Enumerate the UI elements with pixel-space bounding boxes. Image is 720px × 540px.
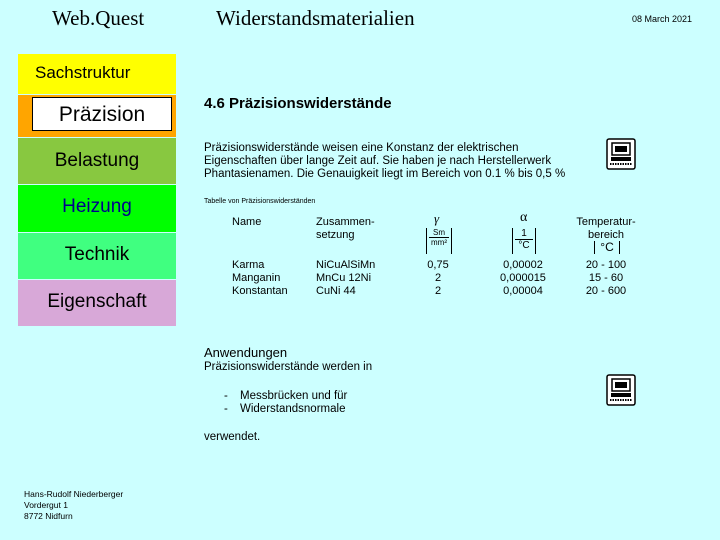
temp-unit: °C bbox=[594, 241, 620, 254]
table-cell: Konstantan bbox=[232, 285, 288, 297]
date-label: 08 March 2021 bbox=[632, 14, 693, 24]
gamma-unit-num: Sm bbox=[429, 228, 449, 238]
applications-intro: Präzisionswiderstände werden in bbox=[204, 361, 373, 373]
sidebar-item-label: Präzision bbox=[58, 103, 146, 126]
alpha-symbol: α bbox=[520, 210, 528, 225]
list-item: - Widerstandsnormale bbox=[224, 403, 346, 415]
sidebar-item-heizung[interactable] bbox=[18, 185, 176, 232]
gamma-unit bbox=[426, 228, 452, 254]
table-column-name bbox=[232, 259, 288, 298]
sidebar-item-label: Technik bbox=[64, 244, 130, 265]
col-header-composition: Zusammen- setzung bbox=[316, 216, 375, 241]
table-cell: 0,000015 bbox=[500, 272, 546, 284]
table-cell: MnCu 12Ni bbox=[316, 272, 372, 284]
gamma-unit-den: mm² bbox=[431, 238, 447, 247]
author-name: Hans-Rudolf Niederberger bbox=[24, 489, 124, 499]
page-title: Widerstandsmaterialien bbox=[216, 6, 415, 30]
applications-title: Anwendungen bbox=[204, 345, 288, 360]
sidebar-item-technik[interactable] bbox=[18, 233, 176, 279]
section-title: 4.6 Präzisionswiderstände bbox=[204, 95, 392, 112]
computer-icon bbox=[606, 374, 636, 411]
table-cell: NiCuAlSiMn bbox=[316, 259, 376, 271]
alpha-unit-num: 1 bbox=[515, 228, 533, 240]
table-cell: 0,00002 bbox=[503, 259, 543, 271]
author-street: Vordergut 1 bbox=[24, 500, 68, 510]
sidebar-item-belastung[interactable] bbox=[18, 138, 176, 184]
intro-paragraph bbox=[204, 142, 565, 181]
table-cell: 15 - 60 bbox=[588, 272, 624, 284]
table-cell: 2 bbox=[434, 285, 442, 297]
author-city: 8772 Nidfurn bbox=[24, 511, 73, 521]
table-cell: 20 - 100 bbox=[585, 259, 627, 271]
sidebar-item-label: Eigenschaft bbox=[47, 291, 147, 312]
table-caption: Tabelle von Präzisionswiderständen bbox=[204, 198, 316, 205]
sidebar-heading[interactable]: Sachstruktur bbox=[18, 54, 176, 94]
sidebar-item-praezision-box bbox=[32, 97, 172, 131]
alpha-unit-den: °C bbox=[518, 240, 530, 251]
applications-list bbox=[224, 390, 347, 416]
table-cell: 2 bbox=[434, 272, 442, 284]
intro-line: Präzisionswiderstände weisen eine Konstanz der elektrischen bbox=[204, 142, 519, 154]
table-column-alpha bbox=[488, 259, 558, 298]
author-address bbox=[24, 489, 123, 522]
col-header-name: Name bbox=[232, 216, 262, 228]
sidebar-item-praezision[interactable] bbox=[18, 95, 176, 137]
list-item: - Messbrücken und für bbox=[224, 390, 348, 402]
table-cell: Karma bbox=[232, 259, 265, 271]
gamma-symbol: γ bbox=[434, 211, 440, 226]
col-header-temperature: Temperatur- bereich bbox=[576, 216, 636, 241]
table-column-composition bbox=[316, 259, 375, 298]
intro-line: Phantasienamen. Die Genauigkeit liegt im Bereich von 0.1 % bis 0,5 % bbox=[204, 168, 566, 180]
applications-end: verwendet. bbox=[204, 431, 261, 443]
sidebar-item-label: Belastung bbox=[54, 150, 140, 171]
table-cell: CuNi 44 bbox=[316, 285, 356, 297]
table-column-gamma bbox=[418, 259, 458, 298]
table-column-range bbox=[566, 259, 646, 298]
computer-icon bbox=[606, 138, 636, 175]
table-cell: 0,00004 bbox=[503, 285, 543, 297]
brand-title: Web.Quest bbox=[52, 6, 145, 30]
alpha-unit bbox=[512, 228, 536, 254]
table-cell: Manganin bbox=[232, 272, 281, 284]
table-cell: 0,75 bbox=[427, 259, 449, 271]
sidebar-item-eigenschaft[interactable] bbox=[18, 280, 176, 326]
sidebar-item-label: Heizung bbox=[62, 196, 132, 217]
intro-line: Eigenschaften über lange Zeit auf. Sie haben je nach Herstellerwerk bbox=[204, 155, 552, 167]
table-cell: 20 - 600 bbox=[585, 285, 627, 297]
